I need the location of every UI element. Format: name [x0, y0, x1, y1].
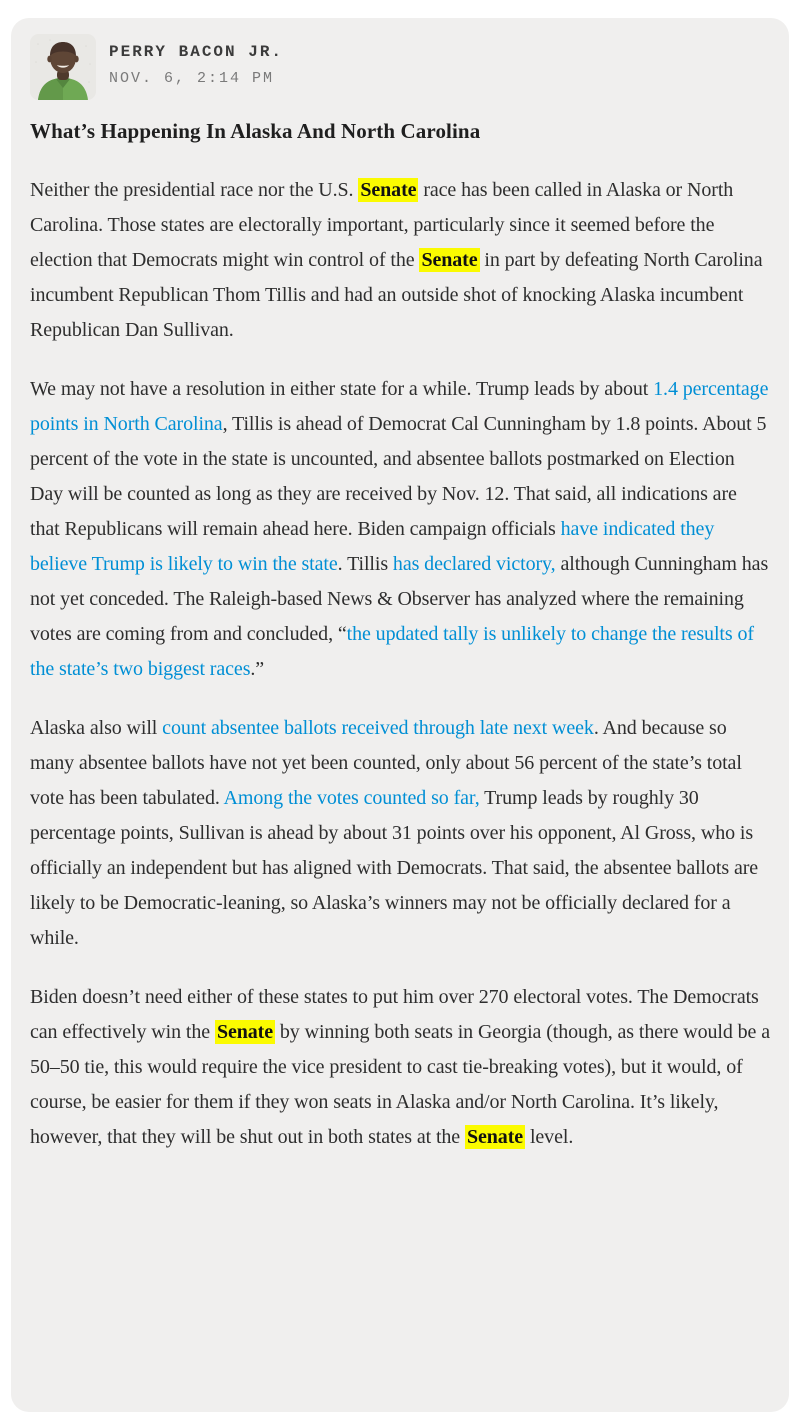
highlighted-term: Senate: [360, 179, 417, 201]
text-span: Neither the presidential race nor the U.S.: [30, 179, 359, 201]
author-avatar: [30, 34, 96, 100]
text-span: by winning both seats in Georgia (though, as there would be a 50–50 tie, this would require the vice president to cast tie-breaking votes), but it would, of course, be easier for them if they won seats in Alaska and/or North Carolina. It’s likely, however, that they will be shut out in both states at the: [30, 1021, 771, 1148]
post-paragraph: [30, 980, 770, 1155]
post-body: [30, 173, 770, 1155]
text-span: .”: [250, 658, 265, 680]
inline-link[interactable]: the updated tally is unlikely to change the results of the state’s two biggest races: [30, 623, 754, 680]
highlighted-term: Senate: [216, 1021, 273, 1043]
inline-link[interactable]: 1.4 percentage points in North Carolina: [30, 378, 769, 435]
byline: [109, 34, 283, 87]
highlighted-term: Senate: [421, 249, 478, 271]
text-span: race has been called in Alaska or North Carolina. Those states are electorally important, particularly since it seemed before the election that Democrats might win control of the: [30, 179, 734, 271]
inline-link[interactable]: have indicated they believe Trump is likely to win the state: [30, 518, 715, 575]
avatar-illustration: [30, 34, 96, 100]
text-span: in part by defeating North Carolina incumbent Republican Thom Tillis and had an outside shot of knocking Alaska incumbent Republican Dan Sullivan.: [30, 249, 763, 341]
text-span: although Cunningham has not yet conceded. The Raleigh-based News & Observer has analyzed where the remaining votes are coming from and concluded, “: [30, 553, 769, 645]
text-span: . And because so many absentee ballots have not yet been counted, only about 56 percent of the state’s total vote has been tabulated.: [30, 717, 742, 809]
text-span: Alaska also will: [30, 717, 163, 739]
text-span: . Tillis: [337, 553, 393, 575]
liveblog-post-card: [11, 18, 789, 1412]
text-span: Biden doesn’t need either of these states to put him over 270 electoral votes. The Democrats can effectively win the: [30, 986, 759, 1043]
post-timestamp: NOV. 6, 2:14 PM: [109, 70, 275, 87]
post-paragraph: [30, 173, 770, 348]
post-paragraph: [30, 372, 770, 687]
text-span: Trump leads by roughly 30 percentage points, Sullivan is ahead by about 31 points over his opponent, Al Gross, who is officially an independent but has aligned with Democrats. That said, the absentee ballots are likely to be Democratic-leaning, so Alaska’s winners may not be officially declared for a while.: [30, 787, 759, 949]
highlighted-term: Senate: [466, 1126, 524, 1148]
post-paragraph: [30, 711, 770, 956]
author-name: PERRY BACON JR.: [109, 43, 284, 61]
inline-link[interactable]: has declared victory,: [392, 553, 556, 575]
inline-link[interactable]: count absentee ballots received through late next week: [162, 717, 594, 739]
inline-link[interactable]: Among the votes counted so far,: [223, 787, 480, 809]
post-title: What’s Happening In Alaska And North Carolina: [30, 119, 481, 143]
text-span: , Tillis is ahead of Democrat Cal Cunningham by 1.8 points. About 5 percent of the vote in the state is uncounted, and absentee ballots postmarked on Election Day will be counted as long as they are received by Nov. 12. That said, all indications are that Republicans will remain ahead here. Biden campaign officials: [30, 413, 767, 540]
text-span: We may not have a resolution in either state for a while. Trump leads by about: [30, 378, 654, 400]
post-header: [30, 34, 770, 100]
text-span: level.: [525, 1126, 574, 1148]
